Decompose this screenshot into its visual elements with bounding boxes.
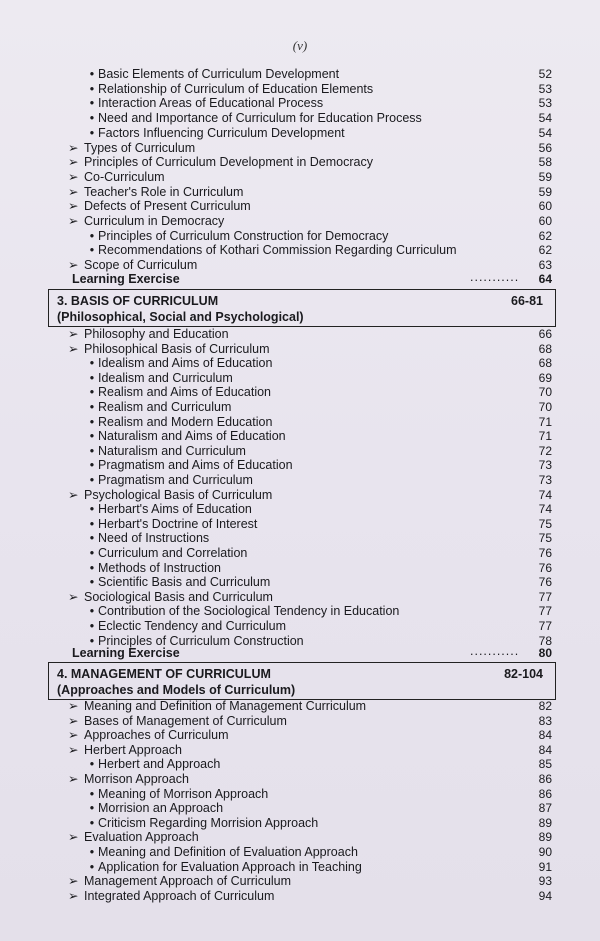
round-bullet-icon: •: [89, 473, 95, 487]
toc-entry: [68, 699, 366, 713]
toc-entry: [68, 488, 272, 502]
toc-entry-title: Idealism and Aims of Education: [98, 356, 273, 371]
toc-entry-page: 63: [538, 258, 552, 273]
toc-entry-page: 60: [538, 199, 552, 214]
toc-entry-title: Curriculum and Correlation: [98, 546, 248, 560]
round-bullet-icon: •: [89, 801, 95, 816]
arrowhead-bullet-icon: ➢: [68, 327, 79, 341]
arrowhead-bullet-icon: ➢: [68, 772, 79, 786]
toc-subentry: [86, 82, 373, 96]
toc-subentry: [86, 356, 272, 370]
arrowhead-bullet-icon: ➢: [68, 169, 79, 184]
toc-entry-title: Realism and Aims of Education: [98, 385, 272, 400]
toc-entry-title: Psychological Basis of Curriculum: [84, 487, 273, 502]
toc-entry-page: 93: [538, 874, 552, 889]
toc-subentry: [86, 96, 323, 110]
toc-subentry: [86, 458, 293, 472]
toc-entry-page: 70: [538, 400, 552, 414]
toc-entry-title: Bases of Management of Curriculum: [84, 713, 287, 728]
toc-entry-title: Herbert Approach: [84, 742, 182, 757]
toc-entry-page: 86: [538, 786, 552, 801]
toc-entry-page: 62: [538, 228, 552, 243]
toc-entry-title: Herbart's Aims of Education: [98, 502, 252, 517]
toc-entry-title: Application for Evaluation Approach in Teaching: [98, 859, 362, 874]
learning-exercise-label: Learning Exercise: [72, 272, 180, 286]
toc-subentry: [86, 845, 358, 859]
toc-entry: [68, 830, 199, 844]
round-bullet-icon: •: [89, 356, 95, 371]
round-bullet-icon: •: [89, 575, 95, 590]
toc-entry-page: 91: [538, 859, 552, 874]
round-bullet-icon: •: [89, 845, 95, 859]
arrowhead-bullet-icon: ➢: [68, 589, 79, 604]
round-bullet-icon: •: [89, 96, 95, 111]
toc-entry: [68, 743, 182, 757]
round-bullet-icon: •: [89, 560, 95, 575]
round-bullet-icon: •: [89, 400, 95, 414]
toc-entry-page: 83: [538, 713, 552, 728]
learning-exercise-dots-2: ...........: [470, 644, 520, 658]
toc-subentry: [86, 502, 252, 516]
round-bullet-icon: •: [89, 633, 95, 648]
toc-entry-title: Basic Elements of Curriculum Development: [98, 67, 340, 81]
toc-subentry: [86, 757, 220, 771]
learning-exercise-label-2: Learning Exercise: [72, 646, 180, 660]
toc-entry-title: Meaning and Definition of Evaluation Approach: [98, 845, 358, 859]
toc-entry-page: 69: [538, 370, 552, 385]
toc-entry-page: 84: [538, 728, 552, 743]
toc-entry-title: Pragmatism and Aims of Education: [98, 458, 293, 473]
toc-subentry: [86, 229, 388, 243]
toc-subentry: [86, 429, 286, 443]
toc-entry-page: 72: [538, 443, 552, 458]
toc-entry-page: 53: [538, 96, 552, 111]
arrowhead-bullet-icon: ➢: [68, 713, 79, 728]
toc-entry: [68, 214, 224, 228]
toc-entry: [68, 889, 274, 903]
section-4-range: 82-104: [504, 667, 543, 681]
toc-entry-page: 74: [538, 502, 552, 517]
toc-entry-page: 54: [538, 111, 552, 126]
toc-subentry: [86, 561, 221, 575]
toc-entry-title: Herbert and Approach: [98, 757, 221, 772]
toc-entry-title: Integrated Approach of Curriculum: [84, 888, 275, 903]
toc-entry-title: Scientific Basis and Curriculum: [98, 575, 271, 590]
toc-subentry: [86, 816, 318, 830]
toc-entry-title: Curriculum in Democracy: [84, 214, 225, 228]
toc-subentry: [86, 860, 362, 874]
toc-entry-page: 86: [538, 772, 552, 786]
toc-entry-page: 82: [538, 699, 552, 713]
toc-entry-title: Methods of Instruction: [98, 560, 221, 575]
learning-exercise-dots: ...........: [470, 270, 520, 284]
round-bullet-icon: •: [89, 443, 95, 458]
arrowhead-bullet-icon: ➢: [68, 258, 79, 273]
round-bullet-icon: •: [89, 859, 95, 874]
section-4-box: [48, 662, 556, 700]
arrowhead-bullet-icon: ➢: [68, 199, 79, 214]
toc-subentry: [86, 787, 268, 801]
toc-entry-title: Factors Influencing Curriculum Development: [98, 125, 345, 140]
section-3-range: 66-81: [511, 294, 543, 308]
toc-subentry: [86, 801, 223, 815]
toc-entry-page: 68: [538, 341, 552, 356]
toc-entry-page: 58: [538, 155, 552, 170]
toc-subentry: [86, 619, 286, 633]
toc-entry-title: Naturalism and Aims of Education: [98, 429, 286, 444]
toc-subentry: [86, 111, 422, 125]
section-4-subtitle: (Approaches and Models of Curriculum): [57, 683, 296, 697]
round-bullet-icon: •: [89, 385, 95, 400]
toc-entry-page: 94: [538, 888, 552, 903]
arrowhead-bullet-icon: ➢: [68, 487, 79, 502]
toc-entry-page: 87: [538, 801, 552, 816]
toc-entry-page: 54: [538, 125, 552, 140]
toc-entry-page: 74: [538, 487, 552, 502]
learning-exercise-page: 64: [538, 272, 552, 286]
arrowhead-bullet-icon: ➢: [68, 874, 79, 889]
toc-entry-title: Teacher's Role in Curriculum: [84, 184, 244, 199]
toc-entry-page: 71: [538, 414, 552, 429]
toc-entry-page: 89: [538, 815, 552, 830]
toc-subentry: [86, 546, 247, 560]
toc-subentry: [86, 243, 456, 257]
toc-entry-title: Principles of Curriculum Construction for Democracy: [98, 228, 389, 243]
toc-entry-title: Principles of Curriculum Construction: [98, 633, 304, 648]
round-bullet-icon: •: [89, 786, 95, 801]
toc-entry-title: Defects of Present Curriculum: [84, 199, 251, 214]
round-bullet-icon: •: [89, 619, 95, 633]
toc-entry-title: Interaction Areas of Educational Process: [98, 96, 324, 111]
toc-entry-title: Evaluation Approach: [84, 830, 199, 845]
toc-entry: [68, 185, 243, 199]
arrowhead-bullet-icon: ➢: [68, 341, 79, 356]
toc-entry: [68, 258, 197, 272]
toc-entry: [68, 590, 273, 604]
toc-entry-page: 73: [538, 458, 552, 473]
toc-subentry: [86, 575, 270, 589]
toc-entry-title: Naturalism and Curriculum: [98, 443, 246, 458]
round-bullet-icon: •: [89, 125, 95, 140]
toc-subentry: [86, 126, 345, 140]
toc-entry-page: 75: [538, 516, 552, 531]
toc-entry-page: 77: [538, 589, 552, 604]
round-bullet-icon: •: [89, 815, 95, 830]
toc-entry-title: Meaning and Definition of Management Curriculum: [84, 699, 367, 713]
toc-entry-page: 62: [538, 243, 552, 258]
toc-entry-page: 70: [538, 385, 552, 400]
section-3-title: 3. BASIS OF CURRICULUM: [57, 294, 219, 308]
toc-entry-title: Idealism and Curriculum: [98, 370, 233, 385]
toc-entry-page: 60: [538, 214, 552, 228]
round-bullet-icon: •: [89, 243, 95, 258]
arrowhead-bullet-icon: ➢: [68, 155, 79, 170]
toc-entry-title: Realism and Curriculum: [98, 400, 232, 414]
toc-subentry: [86, 385, 271, 399]
arrowhead-bullet-icon: ➢: [68, 888, 79, 903]
toc-entry-title: Relationship of Curriculum of Education Elements: [98, 81, 374, 96]
round-bullet-icon: •: [89, 111, 95, 126]
round-bullet-icon: •: [89, 757, 95, 772]
section-3-subtitle: (Philosophical, Social and Psychological): [57, 310, 304, 324]
toc-entry-page: 59: [538, 184, 552, 199]
toc-entry-page: 77: [538, 619, 552, 633]
toc-entry-page: 76: [538, 560, 552, 575]
toc-entry-title: Herbart's Doctrine of Interest: [98, 516, 258, 531]
toc-entry-title: Types of Curriculum: [84, 140, 196, 155]
toc-subentry: [86, 531, 209, 545]
toc-entry-page: 75: [538, 531, 552, 546]
toc-entry-page: 59: [538, 169, 552, 184]
section-4-title: 4. MANAGEMENT OF CURRICULUM: [57, 667, 271, 681]
toc-entry-title: Pragmatism and Curriculum: [98, 473, 253, 487]
round-bullet-icon: •: [89, 370, 95, 385]
toc-entry-title: Contribution of the Sociological Tendency in Education: [98, 604, 400, 619]
arrowhead-bullet-icon: ➢: [68, 699, 79, 713]
toc-entry-title: Morrision an Approach: [98, 801, 224, 816]
toc-entry-page: 71: [538, 429, 552, 444]
toc-entry-page: 89: [538, 830, 552, 845]
toc-entry-title: Recommendations of Kothari Commission Regarding Curriculum: [98, 243, 457, 258]
toc-entry: [68, 199, 251, 213]
arrowhead-bullet-icon: ➢: [68, 830, 79, 845]
toc-entry-page: 73: [538, 473, 552, 487]
toc-entry: [68, 772, 189, 786]
toc-entry-title: Philosophy and Education: [84, 327, 229, 341]
toc-entry-page: 85: [538, 757, 552, 772]
toc-subentry: [86, 67, 339, 81]
toc-entry: [68, 874, 291, 888]
arrowhead-bullet-icon: ➢: [68, 184, 79, 199]
toc-entry-page: 56: [538, 140, 552, 155]
toc-entry-page: 76: [538, 575, 552, 590]
toc-subentry: [86, 400, 231, 414]
page-number: (v): [292, 38, 308, 53]
toc-entry-page: 53: [538, 81, 552, 96]
learning-exercise-page-2: 80: [538, 646, 552, 660]
section-3-box: [48, 289, 556, 327]
toc-entry: [68, 714, 287, 728]
toc-entry-page: 68: [538, 356, 552, 371]
arrowhead-bullet-icon: ➢: [68, 742, 79, 757]
round-bullet-icon: •: [89, 604, 95, 619]
toc-entry-title: Morrison Approach: [84, 772, 189, 786]
toc-entry-title: Criticism Regarding Morrision Approach: [98, 815, 319, 830]
arrowhead-bullet-icon: ➢: [68, 140, 79, 155]
toc-entry-page: 66: [538, 327, 552, 341]
round-bullet-icon: •: [89, 531, 95, 546]
toc-subentry: [86, 444, 246, 458]
toc-entry-title: Need and Importance of Curriculum for Education Process: [98, 111, 422, 126]
toc-entry: [68, 327, 229, 341]
toc-entry-title: Meaning of Morrison Approach: [98, 786, 269, 801]
round-bullet-icon: •: [89, 502, 95, 517]
toc-entry-title: Realism and Modern Education: [98, 414, 273, 429]
round-bullet-icon: •: [89, 516, 95, 531]
toc-entry: [68, 728, 229, 742]
toc-entry-page: 90: [538, 845, 552, 859]
toc-entry-title: Co-Curriculum: [84, 169, 165, 184]
toc-entry-title: Philosophical Basis of Curriculum: [84, 341, 270, 356]
round-bullet-icon: •: [89, 228, 95, 243]
round-bullet-icon: •: [89, 67, 95, 81]
toc-subentry: [86, 517, 257, 531]
arrowhead-bullet-icon: ➢: [68, 214, 79, 228]
toc-subentry: [86, 415, 272, 429]
round-bullet-icon: •: [89, 414, 95, 429]
toc-entry: [68, 155, 373, 169]
toc-subentry: [86, 604, 399, 618]
toc-entry-page: 77: [538, 604, 552, 619]
toc-entry-title: Scope of Curriculum: [84, 258, 198, 273]
toc-entry-title: Management Approach of Curriculum: [84, 874, 292, 889]
round-bullet-icon: •: [89, 81, 95, 96]
toc-entry-page: 84: [538, 742, 552, 757]
toc-entry-title: Sociological Basis and Curriculum: [84, 589, 273, 604]
toc-subentry: [86, 371, 233, 385]
toc-entry-title: Approaches of Curriculum: [84, 728, 229, 743]
toc-entry-title: Need of Instructions: [98, 531, 210, 546]
round-bullet-icon: •: [89, 429, 95, 444]
toc-entry: [68, 342, 270, 356]
arrowhead-bullet-icon: ➢: [68, 728, 79, 743]
round-bullet-icon: •: [89, 458, 95, 473]
toc-entry: [68, 141, 195, 155]
toc-entry-page: 52: [538, 67, 552, 81]
toc-subentry: [86, 473, 253, 487]
toc-entry: [68, 170, 165, 184]
toc-entry-title: Eclectic Tendency and Curriculum: [98, 619, 287, 633]
round-bullet-icon: •: [89, 546, 95, 560]
toc-entry-page: 78: [538, 633, 552, 648]
toc-entry-title: Principles of Curriculum Development in Democracy: [84, 155, 373, 170]
toc-entry-page: 76: [538, 546, 552, 560]
